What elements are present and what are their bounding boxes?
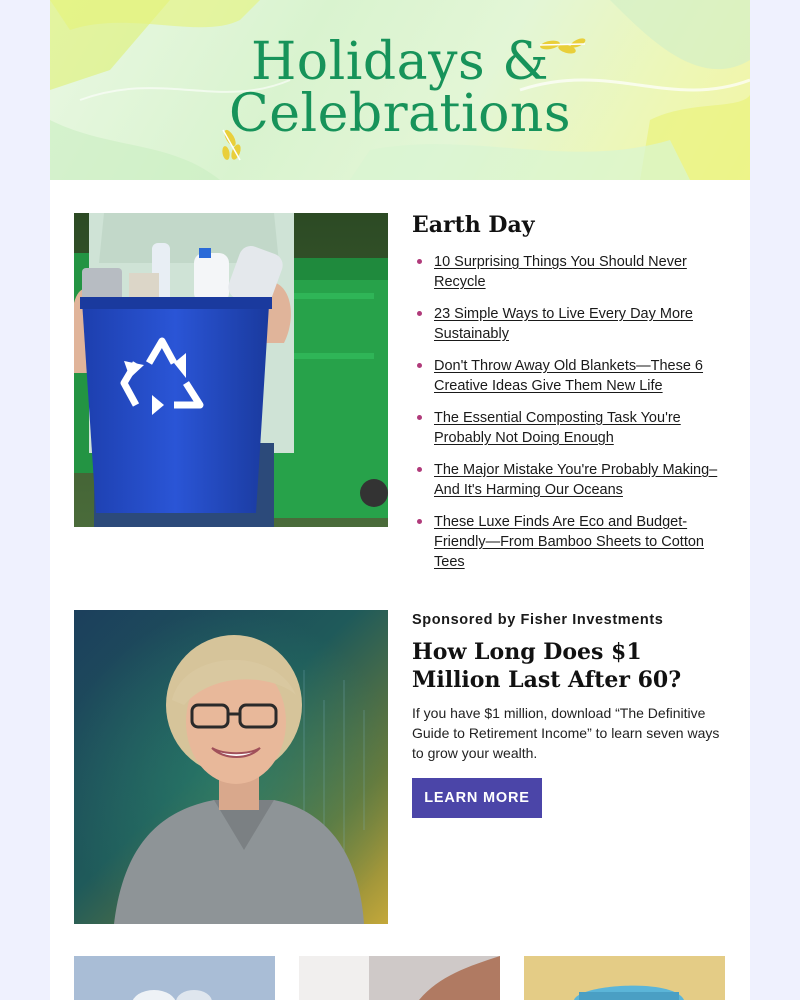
thumbnail-image-1[interactable]: [74, 956, 275, 1000]
bullet: [417, 311, 422, 316]
recycling-bin-image[interactable]: [74, 213, 388, 527]
sponsored-woman-image[interactable]: [74, 610, 388, 924]
earth-day-heading: Earth Day: [412, 212, 535, 238]
banner-title: [50, 32, 750, 144]
earth-day-link-list: [412, 252, 727, 584]
banner-title-line-1: Holidays &: [250, 32, 550, 92]
holidays-banner: [50, 0, 750, 180]
article-link-live-sustainably[interactable]: 23 Simple Ways to Live Every Day More Sustainably: [434, 306, 693, 342]
bullet: [417, 363, 422, 368]
bullet: [417, 467, 422, 472]
ad-body-text: If you have $1 million, download “The Definitive Guide to Retirement Income” to learn seven ways to grow your wealth.: [412, 705, 720, 761]
article-link-old-blankets[interactable]: Don't Throw Away Old Blankets—These 6 Creative Ideas Give Them New Life: [434, 358, 704, 394]
list-item: [412, 408, 727, 448]
article-link-never-recycle[interactable]: 10 Surprising Things You Should Never Recycle: [434, 254, 687, 290]
sponsor-label: Sponsored by Fisher Investments: [412, 612, 664, 628]
list-item: [412, 512, 727, 572]
banner-title-line-2: Celebrations: [228, 84, 572, 144]
email-container: [50, 0, 750, 1000]
list-item: [412, 460, 727, 500]
list-item: [412, 252, 727, 292]
thumbnail-image-3[interactable]: [524, 956, 725, 1000]
bullet: [417, 415, 422, 420]
thumbnail-image-2[interactable]: [299, 956, 500, 1000]
list-item: [412, 356, 727, 396]
learn-more-button[interactable]: LEARN MORE: [412, 778, 542, 818]
article-link-composting[interactable]: The Essential Composting Task You're Probably Not Doing Enough: [434, 410, 681, 446]
bullet: [417, 259, 422, 264]
article-link-oceans[interactable]: The Major Mistake You're Probably Making–And It's Harming Our Oceans: [434, 462, 718, 498]
bullet: [417, 519, 422, 524]
article-link-luxe-finds[interactable]: These Luxe Finds Are Eco and Budget-Friendly—From Bamboo Sheets to Cotton Tees: [434, 514, 704, 570]
list-item: [412, 304, 727, 344]
ad-headline[interactable]: How Long Does $1 Million Last After 60?: [412, 639, 682, 693]
